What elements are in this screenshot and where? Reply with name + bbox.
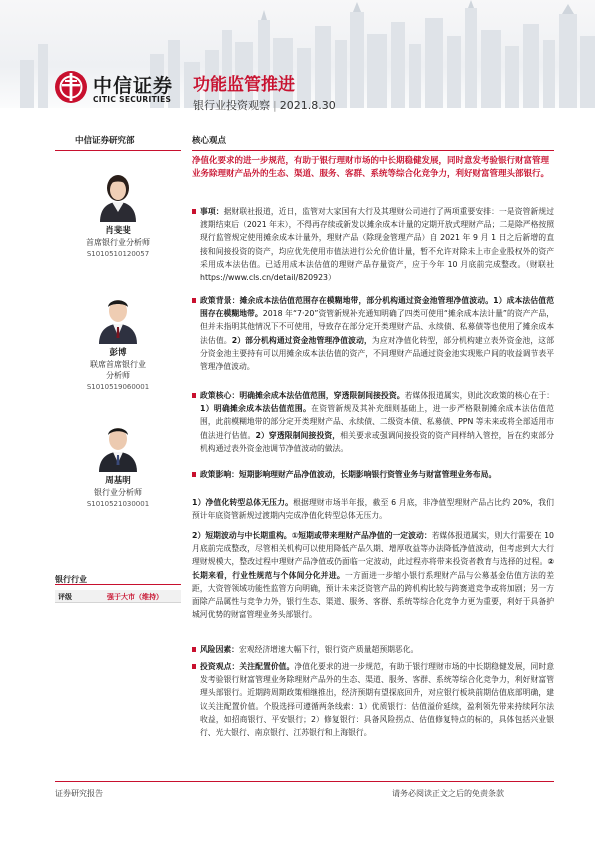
paragraph-text: 若媒体报道属实，则大行需要在 10 月底前完成整改，尽管相关机构可以使用降低产品久期、增厚收益等办法降低净值波动，但考虑到大大行理财规模大，整改过程中理财产品净值或仍面临一定波动，此过程亦将带来投资者教育与选择的过程。 [192,531,554,567]
analyst-license-id: S1010521030001 [86,500,150,508]
analyst-license-id: S1010519060001 [86,383,150,391]
paragraph-impact-1 [192,496,554,522]
paragraph-text-3: 相关要求或强调间接投资的资产同样纳入管控，旨在约束部分机构通过表外资金池调节净值波动的做法。 [200,430,554,453]
section-title: 核心观点 [192,136,227,146]
report-subtitle [193,97,336,113]
paragraph-text: 若媒体报道属实，则此次政策的核心在于： [404,391,555,400]
paragraph-key: 事项： [200,207,224,216]
paragraph-key: 投资观点：关注配置价值。 [200,662,295,671]
paragraph-key: 政策背景：摊余成本法估值范围存在模糊地带，部分机构通过资金池管理净值波动。1）成本法估值范围存在模糊地带。 [200,296,554,319]
paragraph-event [192,205,554,284]
footer-divider [55,781,554,782]
paragraph-key: 风险因素： [200,645,239,654]
analyst-photo-icon [94,418,142,472]
report-title: 功能监管推进 [193,75,295,95]
paragraph-policy-background [192,294,554,373]
sector-divider [55,584,181,585]
paragraph-text-2: 在资管新规及其补充细则基础上，进一步严格限制摊余成本法估值范围，此前模糊地带的部分定开类理财产品、永续债、二级资本债、私募债、PPN 等未来或将全部适用市值法进行估值。 [200,404,554,440]
analyst-card [55,418,181,509]
analyst-title: 联席首席银行业 [90,360,146,369]
paragraph-text: 根据理财市场半年报，截至 6 月底，非净值型理财产品占比约 20%，我们预计年底资管新规过渡期内完成净值化转型总体无压力。 [192,498,554,521]
paragraph-key-2: 2）部分机构通过资金池管理净值波动， [231,335,372,345]
paragraph-text: 净值化要求的进一步规范，有助于银行理财市场的中长期稳健发展，同时意发考验银行财富管理业务除理财产品外的生态、渠道、服务、客群、系统等综合化竞争力，利好财富管理头部银行。近期跨周期政策相继推出，经济预期有望探底回升，对应银行板块前期估值底部明确，建议关注配置价值。个股选择可遵循两条线索：1）优质银行：估值溢价延续，盈利领先带来持续阿尔法收益，如招商银行、平安银行；2）修复银行：具备风险拐点、估值修复特点的标的，具体包括兴业银行、光大银行、南京银行、江苏银行和上海银行。 [200,662,554,738]
paragraph-text: 2018 年“7·20”资管新规补充通知明确了四类可使用“摊余成本法计量”的资产产品，但并未指明其他情况下不可使用，导致存在部分定开类理财产品、永续债、私募债等也使用了摊余成本法估值。 [200,309,555,345]
analyst-title-line2: 分析师 [106,371,130,380]
analyst-card [55,168,181,259]
analyst-photo-icon [94,290,142,344]
paragraph-key-2: 1）明确摊余成本法估值范围。 [200,404,312,414]
analyst-name: 肖斐斐 [105,226,131,236]
paragraph-key: 1）净值化转型总体无压力。 [192,498,294,507]
paragraph-key: 2）短期波动与中长期重构。①短期或带来理财产品净值的一定波动： [192,531,432,540]
analyst-title: 首席银行业分析师 [86,238,150,247]
paragraph-text: 据财联社报道，近日，监管对大家国有大行及其理财公司进行了两项重要安排：一是资管新规过渡期结束后（2021 年末），不得再存续或新发以摊余成本计量的定期开放式理财产品；二是除严格按照现行监管规定使用摊余成本计量外，理财产品（除现金管理产品）自 2021 年 9 月 1 日之后新增的直接和间接投资的资产，均应优先使用市值法进行公允价值计量，暂不允许对除未上市企业股权外的资产采用成本法估值。已适用成本法估值的理财产品存量资产，应于今年 10 月底前完成整改。（财联社 https://www.cls.cn/detail/820923） [200,207,555,283]
analyst-license-id: S1010510120057 [86,250,150,258]
analyst-photo-icon [94,168,142,222]
subtitle-separator: | [273,99,277,112]
paragraph-impact-2 [192,529,554,621]
logo-chinese-text: 中信证券 [93,75,174,97]
company-logo [54,70,184,110]
sector-name: 银行行业 [55,575,87,584]
paragraph-key-3: 2）穿透限制间接投资， [255,430,341,440]
paragraph-text-2: 为应对净值化转型，部分机构建立表外资金池，这部分资金池主要持有可以用摊余成本法估值的资产，不同理财产品通过资金池实现账户间的收益调节表平管理净值波动。 [200,335,554,372]
analyst-title: 银行业分析师 [94,488,142,497]
rating-label: 评级 [58,593,72,601]
analyst-card [55,290,181,392]
research-department: 中信证券研究部 [75,136,135,146]
rating-value: 强于大市（维持） [107,593,163,601]
paragraph-text-2: 一方面进一步缩小银行系理财产品与公募基金估值方法的差距，大资管领域功能性监管方向明确，预计未来泛资管产品的跨机构比较与跨赛道竞争或将加剧；另一方面除产品属性与竞争力外，银行生态、渠道、服务、客群、系统等综合化竞争力更为重要，利好于具备护城河优势的财富管理业务头部银行。 [192,570,554,620]
rating-bar [55,590,181,603]
analyst-name: 周基明 [105,476,131,486]
paragraph-investment-view [192,660,554,739]
paragraph-text: 宏观经济增速大幅下行，银行资产质量超预期恶化。 [238,645,419,654]
lead-summary: 净值化要求的进一步规范，有助于银行理财市场的中长期稳健发展，同时意发考验银行财富管理业务除理财产品外的生态、渠道、服务、客群、系统等综合化竞争力，利好财富管理头部银行。 [192,156,550,180]
paragraph-risks [192,643,554,656]
paragraph-key: 政策核心：明确摊余成本法估值范围，穿透限制间接投资。 [200,391,405,400]
paragraph-policy-core [192,389,554,455]
logo-english-text: CITIC SECURITIES [93,95,172,104]
section-divider [192,150,554,151]
citic-logo-icon [54,70,88,104]
analyst-name: 彭博 [109,348,127,358]
report-date: 2021.8.30 [279,99,336,112]
paragraph-policy-impact [192,468,554,481]
footer-disclaimer: 请务必阅读正文之后的免责条款 [392,789,504,798]
paragraph-key-2: ②长期来看，行业性规范与个体间分化并进。 [192,557,554,580]
sidebar-divider [55,150,181,151]
paragraph-key: 政策影响：短期影响理财产品净值波动，长期影响银行资管业务与财富管理业务布局。 [200,470,497,479]
footer-report-type: 证券研究报告 [55,789,103,798]
sidebar [55,134,181,148]
report-series: 银行业投资观察 [193,99,270,112]
report-header [0,0,595,120]
